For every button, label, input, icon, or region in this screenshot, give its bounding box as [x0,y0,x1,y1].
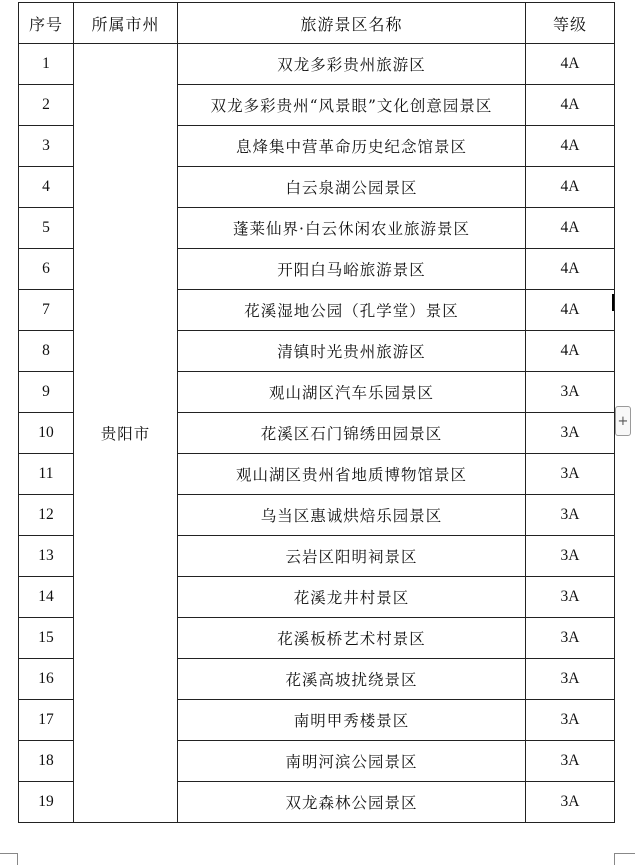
cell-grade: 4A [526,126,615,167]
cell-serial-number: 6 [19,249,74,290]
expand-panel-button[interactable] [615,406,631,436]
cell-scenic-area-name: 蓬莱仙界·白云休闲农业旅游景区 [178,208,526,249]
cell-serial-number: 5 [19,208,74,249]
cell-serial-number: 1 [19,44,74,85]
cell-scenic-area-name: 息烽集中营革命历史纪念馆景区 [178,126,526,167]
cell-grade: 3A [526,782,615,823]
cell-serial-number: 19 [19,782,74,823]
table-row [19,44,615,85]
page-corner-mark-right [614,853,635,854]
cell-scenic-area-name: 清镇时光贵州旅游区 [178,331,526,372]
cell-grade: 3A [526,536,615,577]
cell-grade: 3A [526,495,615,536]
cell-grade: 4A [526,249,615,290]
header-city: 所属市州 [74,3,178,44]
cell-scenic-area-name: 观山湖区汽车乐园景区 [178,372,526,413]
cell-scenic-area-name: 花溪湿地公园（孔学堂）景区 [178,290,526,331]
cell-grade: 3A [526,413,615,454]
cell-scenic-area-name: 白云泉湖公园景区 [178,167,526,208]
cell-city: 贵阳市 [74,44,178,823]
cell-scenic-area-name: 花溪高坡扰绕景区 [178,659,526,700]
cell-scenic-area-name: 双龙多彩贵州旅游区 [178,44,526,85]
cell-serial-number: 12 [19,495,74,536]
cell-grade: 4A [526,44,615,85]
cell-serial-number: 14 [19,577,74,618]
cell-grade: 3A [526,372,615,413]
cell-serial-number: 11 [19,454,74,495]
cell-serial-number: 2 [19,85,74,126]
table-header-row [19,3,615,44]
cell-serial-number: 4 [19,167,74,208]
cell-serial-number: 15 [19,618,74,659]
cell-serial-number: 7 [19,290,74,331]
cell-scenic-area-name: 观山湖区贵州省地质博物馆景区 [178,454,526,495]
cell-grade: 4A [526,331,615,372]
cell-grade: 3A [526,700,615,741]
cell-grade: 4A [526,85,615,126]
cell-serial-number: 17 [19,700,74,741]
page-corner-mark-right-vertical [614,853,615,865]
cell-scenic-area-name: 花溪龙井村景区 [178,577,526,618]
page-corner-mark-left [0,853,18,854]
header-serial-number: 序号 [19,3,74,44]
cell-grade: 4A [526,208,615,249]
cell-scenic-area-name: 南明甲秀楼景区 [178,700,526,741]
cell-scenic-area-name: 开阳白马峪旅游景区 [178,249,526,290]
cell-serial-number: 10 [19,413,74,454]
cell-grade: 3A [526,741,615,782]
cell-grade: 3A [526,659,615,700]
cell-scenic-area-name: 南明河滨公园景区 [178,741,526,782]
cell-grade: 4A [526,290,615,331]
cell-serial-number: 13 [19,536,74,577]
cell-scenic-area-name: 双龙多彩贵州“风景眼”文化创意园景区 [178,85,526,126]
table-body [19,44,615,823]
cell-serial-number: 3 [19,126,74,167]
cell-grade: 3A [526,618,615,659]
cell-serial-number: 9 [19,372,74,413]
cell-scenic-area-name: 双龙森林公园景区 [178,782,526,823]
page-corner-mark-left-vertical [17,853,18,865]
cell-serial-number: 18 [19,741,74,782]
cell-scenic-area-name: 花溪板桥艺术村景区 [178,618,526,659]
plus-icon: + [617,413,629,429]
cell-grade: 4A [526,167,615,208]
cell-scenic-area-name: 乌当区惠诚烘焙乐园景区 [178,495,526,536]
cell-grade: 3A [526,577,615,618]
header-scenic-area-name: 旅游景区名称 [178,3,526,44]
cell-serial-number: 16 [19,659,74,700]
cell-serial-number: 8 [19,331,74,372]
cell-scenic-area-name: 花溪区石门锦绣田园景区 [178,413,526,454]
cell-grade: 3A [526,454,615,495]
text-cursor [612,294,614,311]
scenic-area-table [18,2,615,823]
header-grade: 等级 [526,3,615,44]
cell-scenic-area-name: 云岩区阳明祠景区 [178,536,526,577]
